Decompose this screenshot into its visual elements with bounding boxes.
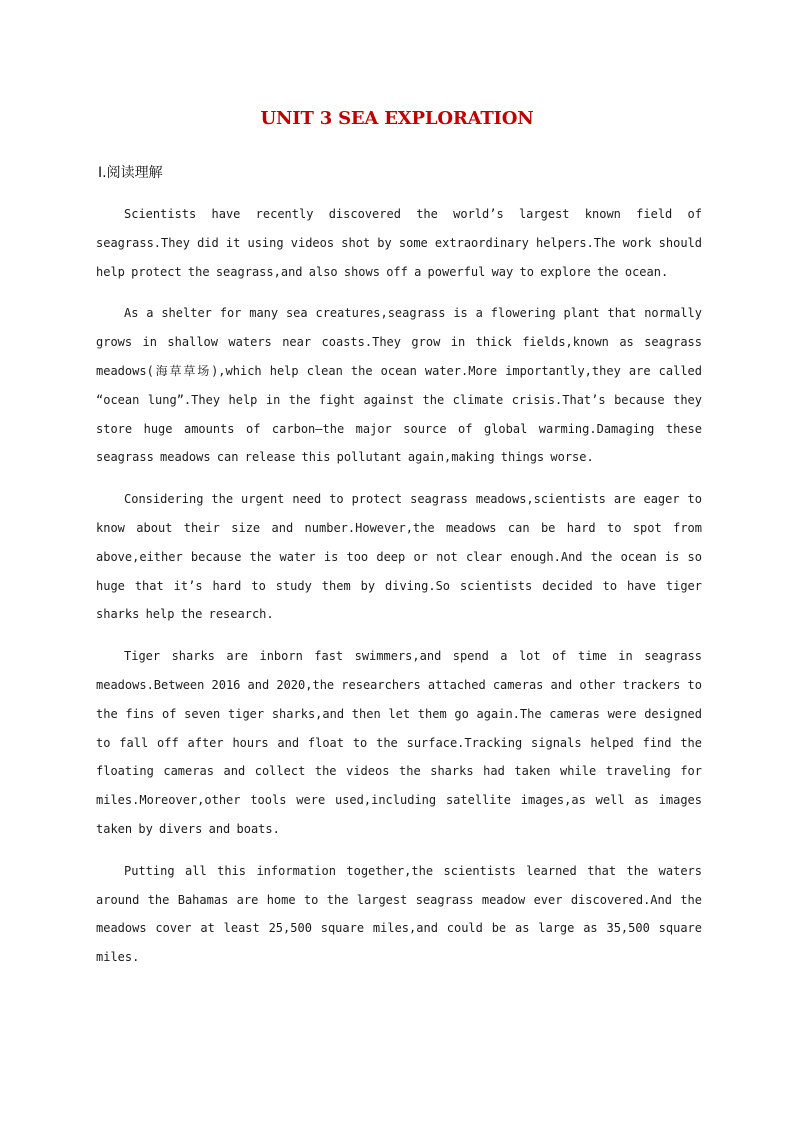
section-heading-reading: Ⅰ.阅读理解 [98,165,163,181]
paragraph-5: Putting all this information together,the scientists learned that the waters around the Bahamas are home to the largest seagrass meadow ever discovered.And the meadows cover at least 25,500 square miles,and could be as large as 35,500 square miles. [96,863,702,965]
paragraph-4: Tiger sharks are inborn fast swimmers,and spend a lot of time in seagrass meadows.Between 2016 and 2020,the researchers attached cameras and other trackers to the fins of seven tiger sharks,and then let them go again.The cameras were designed to fall off after hours and float to the surface.Tracking signals helped find the floating cameras and collect the videos the sharks had taken while traveling for miles.Moreover,other tools were used,including satellite images,as well as images taken by divers and boats. [96,649,702,836]
reading-passage [96,200,702,985]
paragraph-3: Considering the urgent need to protect seagrass meadows,scientists are eager to know about their size and number.However,the meadows can be hard to spot from above,either because the water is too deep or not clear enough.And the ocean is so huge that it’s hard to study them by diving.So scientists decided to have tiger sharks help the research. [96,492,702,622]
paragraph-1: Scientists have recently discovered the world’s largest known field of seagrass.They did it using videos shot by some extraordinary helpers.The work should help protect the seagrass,and also shows off a powerful way to explore the ocean. [96,207,702,279]
paragraph-2: As a shelter for many sea creatures,seagrass is a flowering plant that normally grows in shallow waters near coasts.They grow in thick fields,known as seagrass meadows(海草草场),which help clean the ocean water.More importantly,they are called “ocean lung”.They help in the fight against the climate crisis.That’s because they store huge amounts of carbon—the major source of global warming.Damaging these seagrass meadows can release this pollutant again,making things worse. [96,306,702,465]
page-title: UNIT 3 SEA EXPLORATION [260,108,534,129]
